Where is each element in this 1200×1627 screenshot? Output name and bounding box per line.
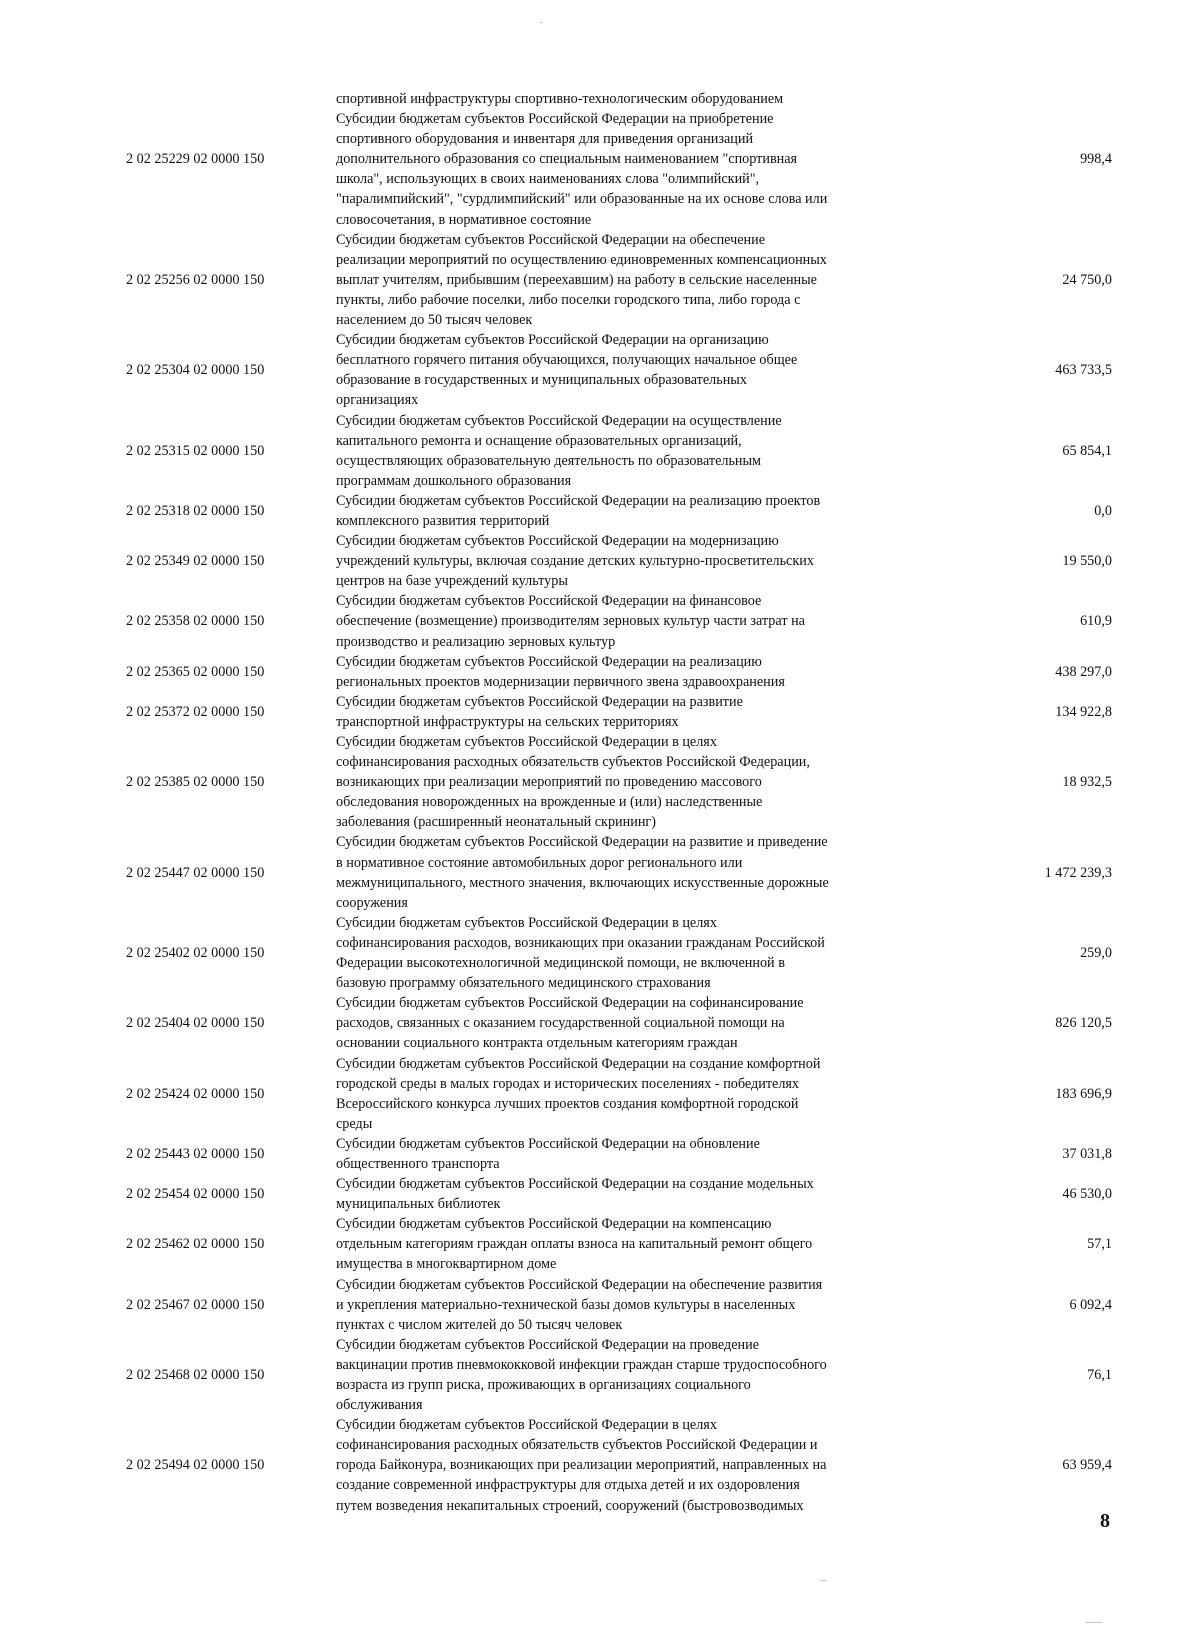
item-amount: 37 031,8 [1062, 1145, 1112, 1162]
item-amount: 63 959,4 [1062, 1457, 1112, 1474]
item-description: Субсидии бюджетам субъектов Российской Федерации на осуществление капитального ремонта и оснащение образовательных организаций, осуществляющих образовательную деятельность по образовательным программам дошкольного образования [336, 412, 782, 489]
item-amount: 6 092,4 [1069, 1296, 1112, 1313]
page-number: 8 [1100, 1510, 1110, 1532]
table-row [0, 993, 1200, 1053]
item-amount: 826 120,5 [1055, 1015, 1112, 1032]
table-row [0, 1054, 1200, 1134]
budget-code: 2 02 25404 02 0000 150 [126, 1015, 265, 1032]
item-description: Субсидии бюджетам субъектов Российской Федерации на обеспечение развития и укрепления материально-технической базы домов культуры в населенных пунктах с числом жителей до 50 тысяч человек [336, 1276, 823, 1333]
budget-code: 2 02 25443 02 0000 150 [126, 1145, 265, 1162]
budget-code: 2 02 25318 02 0000 150 [126, 502, 265, 519]
table-row [0, 832, 1200, 912]
table-row [0, 1415, 1200, 1515]
item-amount: 18 932,5 [1062, 774, 1112, 791]
table-row [0, 913, 1200, 993]
table-row [0, 89, 1200, 230]
budget-code: 2 02 25256 02 0000 150 [126, 271, 265, 288]
table-row [0, 692, 1200, 732]
budget-code: 2 02 25365 02 0000 150 [126, 663, 265, 680]
item-description: Субсидии бюджетам субъектов Российской Федерации на софинансирование расходов, связанных с оказанием государственной социальной помощи на основании социального контракта отдельным категориям граждан [336, 995, 804, 1052]
table-row [0, 1134, 1200, 1174]
item-description: Субсидии бюджетам субъектов Российской Федерации в целях софинансирования расходов, возникающих при оказании гражданам Российской Федерации высокотехнологичной медицинской помощи, не включенной в базовую программу обязательного медицинского страхования [336, 914, 825, 992]
item-amount: 76,1 [1087, 1367, 1112, 1383]
table-row [0, 330, 1200, 410]
item-description: Субсидии бюджетам субъектов Российской Федерации на организацию бесплатного горячего питания обучающихся, получающих начальное общее образование в государственных и муниципальных образовательных организациях [336, 332, 798, 409]
budget-code: 2 02 25494 02 0000 150 [126, 1457, 265, 1474]
item-amount: 19 550,0 [1062, 553, 1112, 570]
budget-code: 2 02 25358 02 0000 150 [126, 613, 265, 630]
scan-artifact [1085, 1622, 1103, 1623]
item-amount: 0,0 [1094, 502, 1112, 519]
scan-artifact [540, 22, 543, 23]
budget-code: 2 02 25462 02 0000 150 [126, 1236, 265, 1253]
budget-code: 2 02 25468 02 0000 150 [126, 1367, 265, 1383]
budget-code: 2 02 25454 02 0000 150 [126, 1186, 265, 1203]
budget-code: 2 02 25304 02 0000 150 [126, 362, 265, 379]
item-description: Субсидии бюджетам субъектов Российской Федерации на реализацию проектов комплексного развития территорий [336, 492, 821, 529]
item-amount: 65 854,1 [1062, 442, 1112, 459]
item-description: Субсидии бюджетам субъектов Российской Федерации на развитие транспортной инфраструктуры на сельских территориях [336, 693, 743, 730]
item-description: Субсидии бюджетам субъектов Российской Федерации на создание комфортной городской среды в малых городах и исторических поселениях - победителях Всероссийского конкурса лучших проектов создания комфортной городской среды [336, 1055, 821, 1132]
table-row [0, 230, 1200, 330]
budget-code: 2 02 25402 02 0000 150 [126, 945, 265, 962]
table-row [0, 591, 1200, 651]
budget-code: 2 02 25467 02 0000 150 [126, 1296, 265, 1313]
item-amount: 134 922,8 [1055, 703, 1112, 720]
table-row [0, 1174, 1200, 1214]
item-description: Субсидии бюджетам субъектов Российской Федерации на реализацию региональных проектов модернизации первичного звена здравоохранения [336, 653, 785, 690]
budget-code: 2 02 25385 02 0000 150 [126, 774, 265, 791]
item-amount: 463 733,5 [1055, 362, 1112, 379]
budget-code: 2 02 25372 02 0000 150 [126, 703, 265, 720]
item-description: Субсидии бюджетам субъектов Российской Федерации на проведение вакцинации против пневмококковой инфекции граждан старше трудоспособного возраста из групп риска, проживающих в организациях социального обслуживания [336, 1336, 827, 1414]
item-amount: 610,9 [1080, 613, 1112, 630]
item-description: Субсидии бюджетам субъектов Российской Федерации на финансовое обеспечение (возмещение) производителям зерновых культур части затрат на производство и реализацию зерновых культур [336, 593, 805, 650]
budget-code: 2 02 25349 02 0000 150 [126, 553, 265, 570]
item-amount: 998,4 [1080, 151, 1112, 168]
budget-code: 2 02 25424 02 0000 150 [126, 1085, 265, 1102]
item-description: Субсидии бюджетам субъектов Российской Федерации на обновление общественного транспорта [336, 1135, 760, 1172]
item-description: Субсидии бюджетам субъектов Российской Федерации на развитие и приведение в нормативное состояние автомобильных дорог регионального или межмуниципального, местного значения, включающих искусственные дорожные сооружения [336, 834, 829, 911]
item-description: Субсидии бюджетам субъектов Российской Федерации в целях софинансирования расходных обязательств субъектов Российской Федерации, возникающих при реализации мероприятий по проведению массового обследования новорожденных на врожденные и (или) наследственные заболевания (расширенный неонатальный скрининг) [336, 734, 810, 831]
item-amount: 46 530,0 [1062, 1186, 1112, 1203]
table-row [0, 652, 1200, 692]
item-amount: 24 750,0 [1062, 271, 1112, 288]
table-row [0, 491, 1200, 531]
item-description: Субсидии бюджетам субъектов Российской Федерации в целях софинансирования расходных обязательств субъектов Российской Федерации и города Байконура, возникающих при реализации мероприятий, направленных на создание современной инфраструктуры для отдыха детей и их оздоровления путем возведения некапитальных строений, сооружений (быстровозводимых [336, 1417, 827, 1514]
item-amount: 438 297,0 [1055, 663, 1112, 680]
budget-code: 2 02 25315 02 0000 150 [126, 442, 265, 459]
budget-code: 2 02 25229 02 0000 150 [126, 151, 265, 168]
table-row [0, 531, 1200, 591]
budget-code: 2 02 25447 02 0000 150 [126, 864, 265, 881]
item-amount: 183 696,9 [1055, 1085, 1112, 1102]
item-description: Субсидии бюджетам субъектов Российской Федерации на обеспечение реализации мероприятий по осуществлению единовременных компенсационных выплат учителям, прибывшим (переехавшим) на работу в сельские населенные пункты, либо рабочие поселки, либо поселки городского типа, либо города с населением до 50 тысяч человек [336, 231, 827, 329]
item-amount: 57,1 [1087, 1236, 1112, 1253]
item-description: Субсидии бюджетам субъектов Российской Федерации на создание модельных муниципальных библиотек [336, 1176, 814, 1213]
item-description: Субсидии бюджетам субъектов Российской Федерации на компенсацию отдельным категориям граждан оплаты взноса на капитальный ремонт общего имущества в многоквартирном доме [336, 1216, 813, 1273]
item-description: Субсидии бюджетам субъектов Российской Федерации на модернизацию учреждений культуры, включая создание детских культурно-просветительских центров на базе учреждений культуры [336, 533, 814, 590]
table-row [0, 1214, 1200, 1274]
item-description: спортивной инфраструктуры спортивно-технологическим оборудованием Субсидии бюджетам субъектов Российской Федерации на приобретение спортивного оборудования и инвентаря для приведения организаций дополнительного образования со специальным наименованием "спортивная школа", использующих в своих наименованиях слова "олимпийский", "паралимпийский", "сурдлимпийский" или образованные на их основе слова или словосочетания, в нормативное состояние [336, 91, 828, 228]
table-row [0, 411, 1200, 491]
table-row [0, 1275, 1200, 1335]
table-row [0, 1335, 1200, 1415]
item-amount: 259,0 [1080, 945, 1112, 962]
item-amount: 1 472 239,3 [1044, 864, 1112, 881]
budget-table [0, 89, 1200, 1516]
scan-artifact [820, 1580, 826, 1581]
table-row [0, 732, 1200, 832]
